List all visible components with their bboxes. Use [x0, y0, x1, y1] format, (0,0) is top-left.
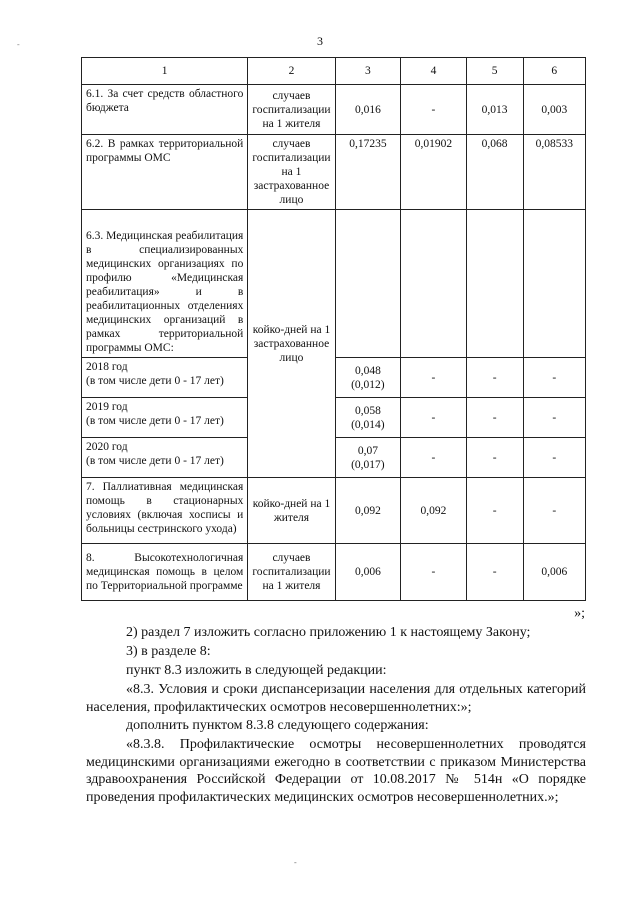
row-6-2-c5: 0,068	[466, 135, 523, 210]
row-2019-c6: -	[523, 398, 585, 438]
row-6-2-unit: случаев госпитализации на 1 застрахованное лицо	[248, 135, 335, 210]
row-2018-c3-value: 0,048	[354, 364, 381, 377]
row-2020-note: (в том числе дети 0 - 17 лет)	[86, 455, 224, 467]
row-2020-label	[82, 438, 248, 478]
row-2019-c3-children: (0,014)	[351, 418, 385, 431]
table-header-row	[82, 58, 586, 85]
row-8-label: 8. Высокотехнологичная медицинская помощь в целом по Территориальной программе	[82, 544, 248, 601]
paragraph-item-3: 3) в разделе 8:	[126, 644, 211, 659]
row-2019-c4: -	[401, 398, 467, 438]
row-7-c3: 0,092	[335, 478, 401, 544]
row-6-1-c3: 0,016	[335, 85, 401, 135]
row-8-c6: 0,006	[523, 544, 585, 601]
row-7-unit: койко-дней на 1 жителя	[248, 478, 335, 544]
paragraph-point-8-3: пункт 8.3 изложить в следующей редакции:	[126, 663, 387, 678]
row-6-3-unit: койко-дней на 1 застрахованное лицо	[248, 210, 335, 478]
row-7-c5: -	[466, 478, 523, 544]
header-cell-5: 5	[466, 58, 523, 85]
data-table	[81, 57, 586, 601]
row-6-3-empty-c3	[335, 210, 401, 358]
header-cell-4: 4	[401, 58, 467, 85]
row-6-3-empty-c5	[466, 210, 523, 358]
paragraph-quote-8-3: «8.3. Условия и сроки диспансеризации населения для отдельных категорий населения, профилактических осмотров несовершеннолетних:»;	[86, 682, 586, 715]
row-2018-c5: -	[466, 358, 523, 398]
row-6-1-label: 6.1. За счет средств областного бюджета	[82, 85, 248, 135]
table-row	[82, 478, 586, 544]
row-6-3-empty-c6	[523, 210, 585, 358]
row-6-2-label: 6.2. В рамках территориальной программы ОМС	[82, 135, 248, 210]
row-2020-c3-children: (0,017)	[351, 458, 385, 471]
row-2019-c3	[335, 398, 401, 438]
row-6-1-c6: 0,003	[523, 85, 585, 135]
row-8-c5: -	[466, 544, 523, 601]
row-8-unit: случаев госпитализации на 1 жителя	[248, 544, 335, 601]
header-cell-6: 6	[523, 58, 585, 85]
row-2018-label	[82, 358, 248, 398]
row-2020-c3	[335, 438, 401, 478]
header-cell-3: 3	[335, 58, 401, 85]
paragraph-item-2: 2) раздел 7 изложить согласно приложению 1 к настоящему Закону;	[126, 625, 531, 640]
row-6-1-c5: 0,013	[466, 85, 523, 135]
page-number: 3	[317, 34, 323, 48]
row-2019-label	[82, 398, 248, 438]
row-2019-note: (в том числе дети 0 - 17 лет)	[86, 415, 224, 427]
row-2020-year: 2020 год	[86, 441, 128, 453]
row-8-c4: -	[401, 544, 467, 601]
row-2018-c3	[335, 358, 401, 398]
row-2018-c6: -	[523, 358, 585, 398]
row-2020-c6: -	[523, 438, 585, 478]
row-2020-c5: -	[466, 438, 523, 478]
table-row	[82, 135, 586, 210]
row-8-c3: 0,006	[335, 544, 401, 601]
row-6-1-c4: -	[401, 85, 467, 135]
row-2018-note: (в том числе дети 0 - 17 лет)	[86, 375, 224, 387]
paragraph-quote-8-3-8: «8.3.8. Профилактические осмотры несовершеннолетних проводятся медицинскими организациями ежегодно в соответствии с приказом Министерства здравоохранения Российской Федерации от 10.08.2017 № 514н «О порядке проведения профилактических медицинских осмотров несовершеннолетних.»;	[86, 737, 586, 805]
row-6-2-c4: 0,01902	[401, 135, 467, 210]
row-2019-year: 2019 год	[86, 401, 128, 413]
paragraph-add-8-3-8: дополнить пунктом 8.3.8 следующего содержания:	[126, 718, 429, 733]
row-2018-c3-children: (0,012)	[351, 378, 385, 391]
row-7-c6: -	[523, 478, 585, 544]
row-6-2-c6: 0,08533	[523, 135, 585, 210]
row-6-3-empty-c4	[401, 210, 467, 358]
row-6-2-c3: 0,17235	[335, 135, 401, 210]
row-2019-c3-value: 0,058	[354, 404, 381, 417]
table-row	[82, 210, 586, 358]
row-6-1-unit: случаев госпитализации на 1 жителя	[248, 85, 335, 135]
table-row	[82, 544, 586, 601]
scan-speck: -	[17, 40, 20, 49]
row-2020-c3-value: 0,07	[357, 444, 378, 457]
row-2018-c4: -	[401, 358, 467, 398]
header-cell-1: 1	[82, 58, 248, 85]
row-7-c4: 0,092	[401, 478, 467, 544]
table-row	[82, 85, 586, 135]
header-cell-2: 2	[248, 58, 335, 85]
row-2020-c4: -	[401, 438, 467, 478]
row-6-3-label: 6.3. Медицинская реабилитация в специализированных медицинских организациях по профилю «Медицинская реабилитация» и в реабилитационных отделениях медицинских организаций в рамках территориальной программы ОМС:	[82, 210, 248, 358]
scan-mark: -	[294, 858, 297, 867]
row-2019-c5: -	[466, 398, 523, 438]
row-2018-year: 2018 год	[86, 361, 128, 373]
row-7-label: 7. Паллиативная медицинская помощь в стационарных условиях (включая хосписы и больницы сестринского ухода)	[82, 478, 248, 544]
closing-quote: »;	[574, 606, 585, 621]
